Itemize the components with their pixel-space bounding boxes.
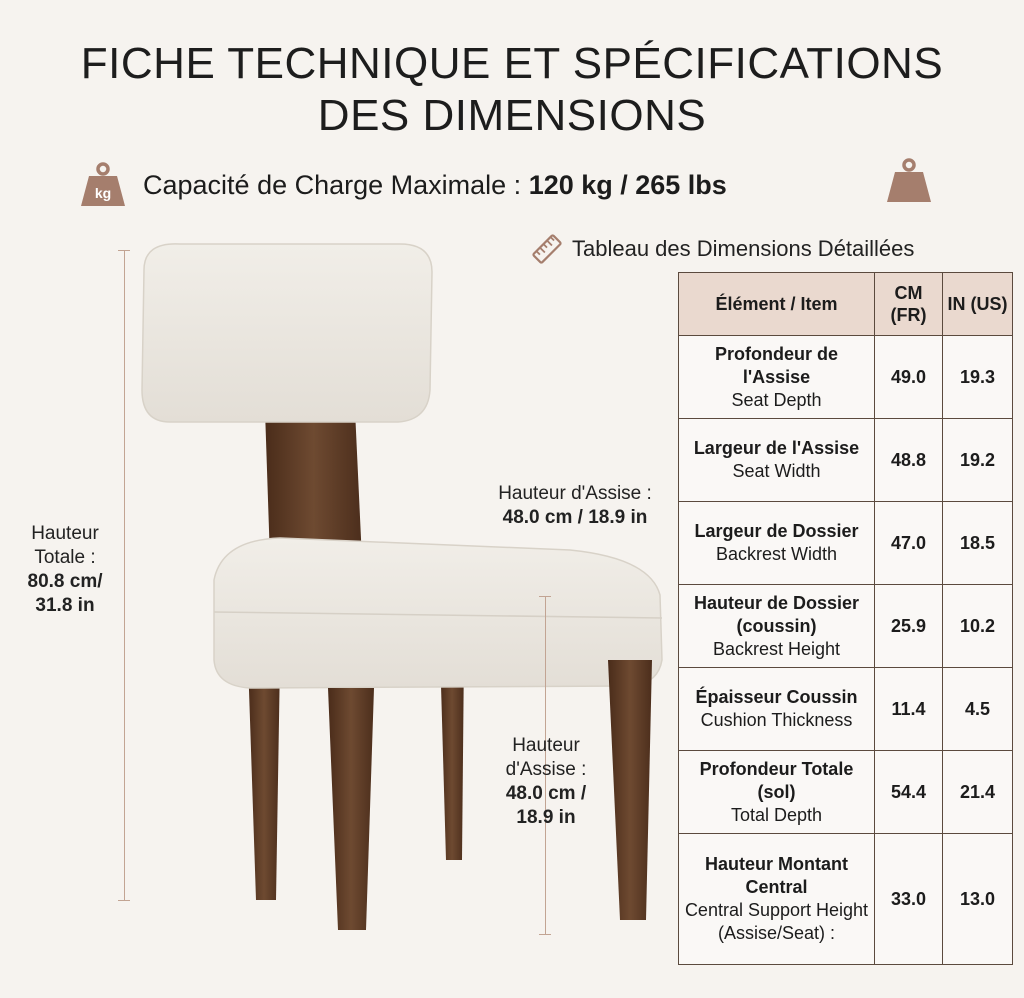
- total-height-label-2: Totale :: [34, 547, 96, 568]
- weight-icon-label: kg: [94, 185, 112, 201]
- table-row: [679, 502, 1013, 585]
- value-in: 4.5: [943, 668, 1013, 751]
- column-header-item: Élément / Item: [679, 273, 875, 336]
- value-in: 19.3: [943, 336, 1013, 419]
- weight-icon: [884, 156, 934, 206]
- item-cell: [679, 502, 875, 585]
- table-row: [679, 419, 1013, 502]
- seat-height-tick-bottom: [539, 934, 551, 935]
- column-header-in: IN (US): [943, 273, 1013, 336]
- seat-height-mid-label-2: d'Assise :: [505, 759, 587, 780]
- item-cell: [679, 585, 875, 668]
- value-in: 18.5: [943, 502, 1013, 585]
- capacity-label: Capacité de Charge Maximale :: [143, 170, 529, 200]
- item-cell: [679, 751, 875, 834]
- item-name-en: Seat Width: [732, 461, 821, 481]
- total-height-tick-top: [118, 250, 130, 251]
- seat-height-annotation-mid: [478, 734, 614, 830]
- table-row: [679, 668, 1013, 751]
- seat-height-top-label: Hauteur d'Assise :: [498, 483, 652, 504]
- value-cm: 49.0: [875, 336, 943, 419]
- total-height-value-2: 31.8 in: [35, 595, 95, 616]
- seat-height-tick-top: [539, 596, 551, 597]
- table-row: [679, 585, 1013, 668]
- item-cell: [679, 834, 875, 965]
- item-cell: [679, 419, 875, 502]
- page-title-line-1: FICHE TECHNIQUE ET SPÉCIFICATIONS: [80, 39, 944, 88]
- item-name-fr: Largeur de l'Assise: [693, 438, 860, 458]
- capacity-value: 120 kg / 265 lbs: [528, 170, 727, 200]
- total-height-value-1: 80.8 cm/: [27, 571, 103, 592]
- table-row: [679, 751, 1013, 834]
- dimensions-table: [678, 272, 1013, 965]
- item-name-fr: Épaisseur Coussin: [695, 687, 858, 707]
- seat-height-top-value: 48.0 cm / 18.9 in: [502, 507, 648, 528]
- item-name-fr: Profondeur Totale (sol): [699, 758, 854, 802]
- item-name-en: Backrest Height: [712, 638, 841, 659]
- item-name-en: Total Depth: [730, 804, 823, 825]
- weight-kg-icon: [78, 160, 128, 210]
- total-height-line: [124, 250, 125, 900]
- item-name-en: Seat Depth: [731, 389, 822, 410]
- value-cm: 11.4: [875, 668, 943, 751]
- value-in: 10.2: [943, 585, 1013, 668]
- chair-image: [130, 240, 690, 940]
- capacity-text: [143, 170, 727, 201]
- seat-height-mid-label-1: Hauteur: [512, 735, 580, 756]
- seat-height-mid-value-1: 48.0 cm /: [505, 783, 587, 804]
- item-name-en: Cushion Thickness: [700, 710, 853, 730]
- page-title-line-2: DES DIMENSIONS: [317, 91, 707, 140]
- total-height-label-1: Hauteur: [31, 523, 99, 544]
- table-header-row: [679, 273, 1013, 336]
- total-height-annotation: [10, 522, 120, 618]
- table-row: [679, 336, 1013, 419]
- value-in: 13.0: [943, 834, 1013, 965]
- item-name-en: Backrest Width: [715, 544, 838, 564]
- item-cell: [679, 668, 875, 751]
- value-in: 21.4: [943, 751, 1013, 834]
- seat-height-mid-value-2: 18.9 in: [516, 807, 576, 828]
- column-header-cm: CM (FR): [875, 273, 943, 336]
- item-name-fr: Largeur de Dossier: [694, 521, 859, 541]
- item-cell: [679, 336, 875, 419]
- value-cm: 54.4: [875, 751, 943, 834]
- item-name-fr: Hauteur de Dossier (coussin): [693, 592, 860, 636]
- value-cm: 47.0: [875, 502, 943, 585]
- page-title: [0, 38, 1024, 142]
- value-cm: 48.8: [875, 419, 943, 502]
- capacity-row: [0, 158, 1024, 214]
- value-cm: 25.9: [875, 585, 943, 668]
- item-name-fr: Hauteur Montant Central: [705, 854, 848, 897]
- value-in: 19.2: [943, 419, 1013, 502]
- total-height-tick-bottom: [118, 900, 130, 901]
- item-name-fr: Profondeur de l'Assise: [714, 343, 838, 387]
- item-name-en: Central Support Height (Assise/Seat) :: [684, 900, 869, 943]
- table-heading-text: Tableau des Dimensions Détaillées: [572, 236, 915, 261]
- seat-height-annotation-top: [470, 482, 680, 530]
- table-row: [679, 834, 1013, 965]
- value-cm: 33.0: [875, 834, 943, 965]
